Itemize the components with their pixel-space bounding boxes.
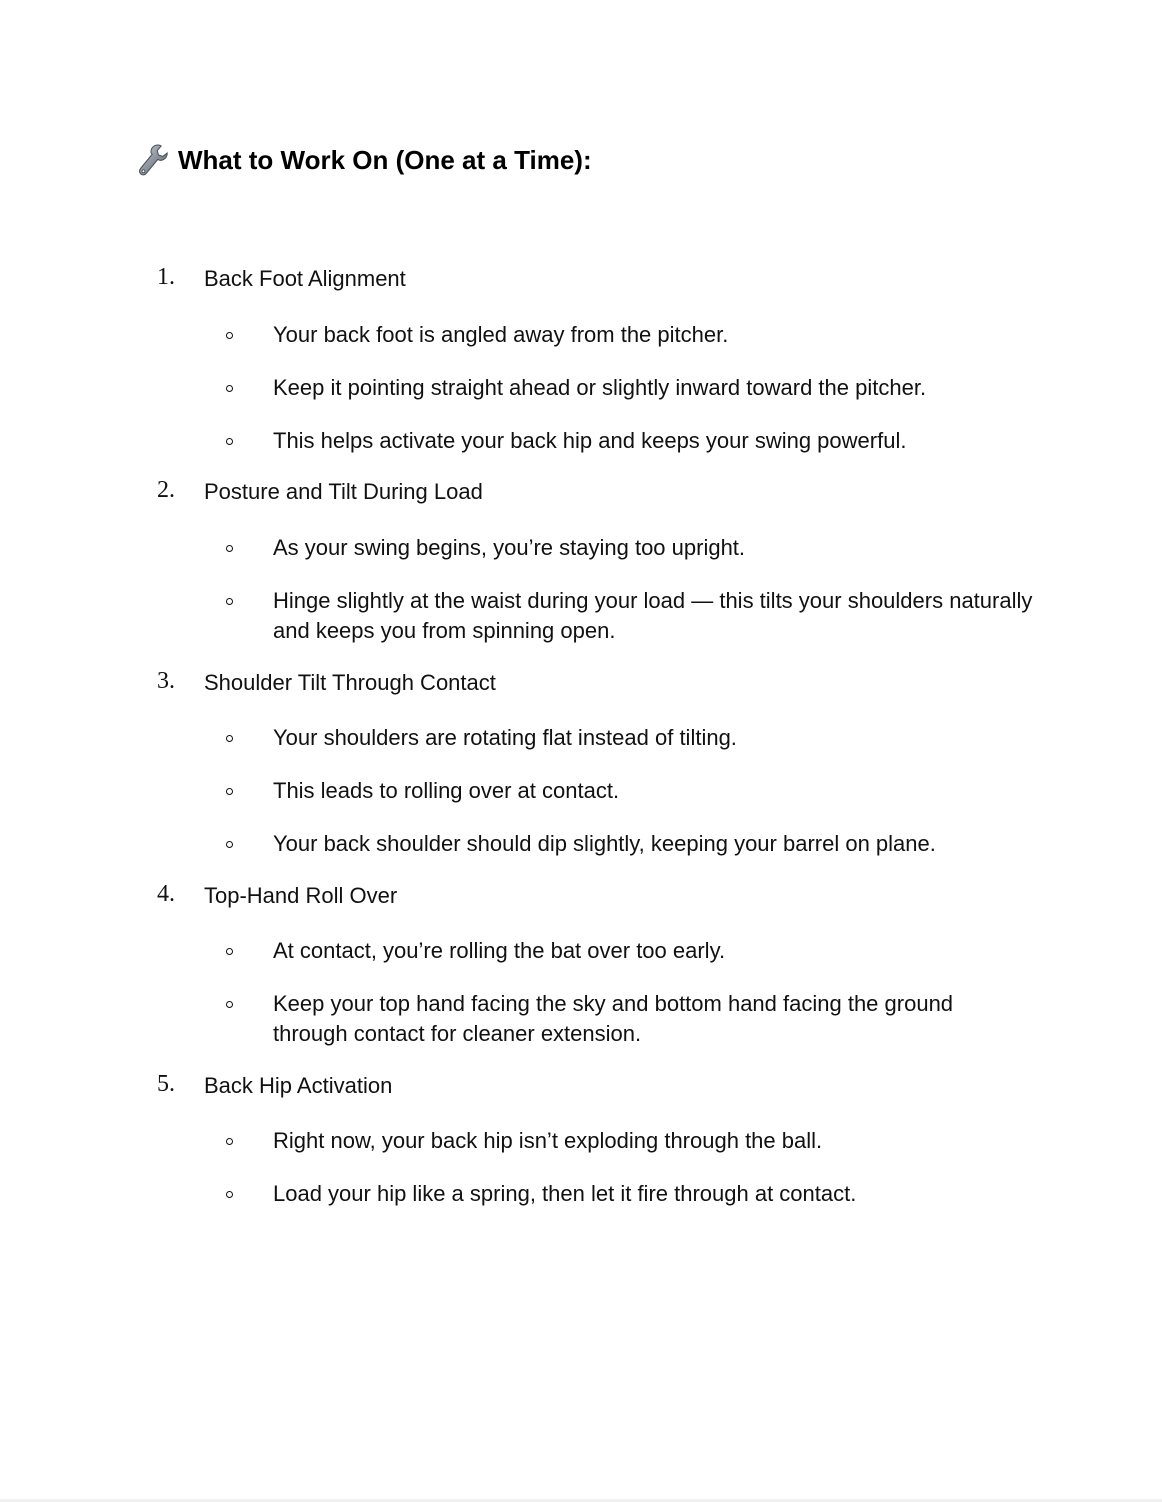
list-item-number: 1. (157, 264, 175, 290)
wrench-icon (136, 143, 170, 177)
list-sub-item: Your back foot is angled away from the pitcher. (273, 322, 729, 347)
list-sub-item: Right now, your back hip isn’t exploding through the ball. (273, 1128, 823, 1153)
bullet-icon (226, 1191, 233, 1198)
list-sub-item: At contact, you’re rolling the bat over too early. (273, 938, 726, 963)
list-sub-item: Keep it pointing straight ahead or slightly inward toward the pitcher. (273, 375, 927, 400)
list-sub-item: Your shoulders are rotating flat instead of tilting. (273, 725, 737, 750)
bullet-icon (226, 1001, 233, 1008)
list-item-title: Back Hip Activation (204, 1073, 393, 1098)
list-item-title: Back Foot Alignment (204, 266, 406, 291)
list-sub-item: Your back shoulder should dip slightly, keeping your barrel on plane. (273, 831, 936, 856)
list-sub-item: This helps activate your back hip and keeps your swing powerful. (273, 428, 907, 453)
list-item-title: Posture and Tilt During Load (204, 479, 483, 504)
list-sub-item: Keep your top hand facing the sky and bottom hand facing the ground through contact for cleaner extension. (273, 991, 954, 1046)
list-sub-item: This leads to rolling over at contact. (273, 778, 620, 803)
list-sub-item: Load your hip like a spring, then let it fire through at contact. (273, 1181, 857, 1206)
bullet-icon (226, 735, 233, 742)
list-item-number: 5. (157, 1071, 175, 1097)
list-sub-item: As your swing begins, you’re staying too upright. (273, 535, 746, 560)
list-sub-item: Hinge slightly at the waist during your load — this tilts your shoulders naturally and keeps you from spinning open. (273, 588, 1033, 643)
bullet-icon (226, 385, 233, 392)
section-heading (136, 140, 592, 180)
list-item-number: 4. (157, 881, 175, 907)
bullet-icon (226, 1138, 233, 1145)
list-item-title: Top-Hand Roll Over (204, 883, 398, 908)
heading-text: What to Work On (One at a Time): (178, 144, 592, 175)
bullet-icon (226, 788, 233, 795)
bullet-icon (226, 948, 233, 955)
list-item-number: 3. (157, 668, 175, 694)
bullet-icon (226, 438, 233, 445)
list-item-number: 2. (157, 477, 175, 503)
bullet-icon (226, 598, 233, 605)
bullet-icon (226, 841, 233, 848)
bullet-icon (226, 545, 233, 552)
list-item-title: Shoulder Tilt Through Contact (204, 670, 496, 695)
bullet-icon (226, 332, 233, 339)
